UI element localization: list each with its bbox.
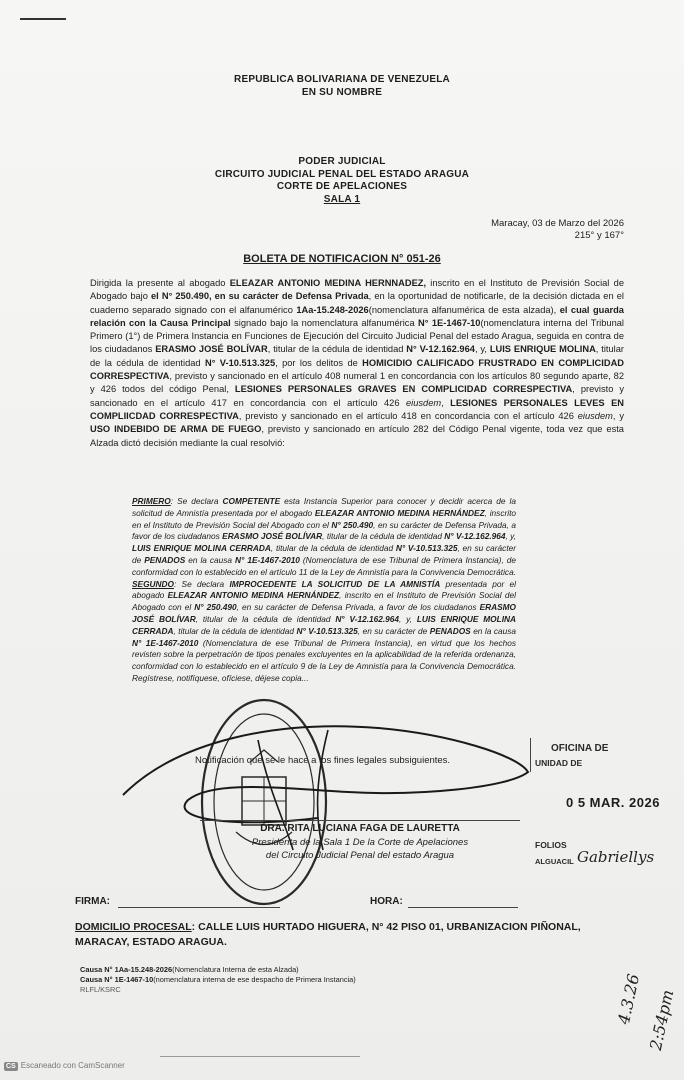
signatory-role-1: Presidenta de la Sala 1 De la Corte de Apelaciones <box>251 837 469 848</box>
header-sala: SALA 1 <box>323 194 361 205</box>
handwritten-date: 4.3.26 <box>614 972 644 1026</box>
folios-label: FOLIOS <box>535 840 567 850</box>
notification-line: Notificación que se le hace a los fines legales subsiguientes. <box>195 755 451 766</box>
footer-causa-1: Causa N° 1Aa-15.248-2026(Nomenclatura Interna de esta Alzada) <box>80 965 299 974</box>
document-title: BOLETA DE NOTIFICACION N° 051-26 <box>243 253 441 265</box>
bottom-rule <box>160 1056 360 1057</box>
camscanner-icon: CS <box>6 1063 16 1070</box>
header-circuito: CIRCUITO JUDICIAL PENAL DEL ESTADO ARAGUA <box>214 169 470 180</box>
header-poder-judicial: PODER JUDICIAL <box>298 156 386 167</box>
firma-label: FIRMA: <box>75 896 110 907</box>
years: 215° y 167° <box>574 230 624 241</box>
stamp-left-rule <box>530 738 531 772</box>
alguacil-label: ALGUACIL <box>535 857 574 866</box>
handwritten-time: 2:54pm <box>646 987 678 1052</box>
place-date: Maracay, 03 de Marzo del 2026 <box>491 218 624 229</box>
hora-line <box>408 907 518 908</box>
resolution-quote: PRIMERO: Se declara COMPETENTE esta Instancia Superior para conocer y decidir acerca de la solicitud de Amnistía presentada por el abogado ELEAZAR ANTONIO MEDINA HERNÁNDEZ, inscrito en el Instituto de Previsión Social del Abogado con el N° 250.490, en su carácter de Defensa Privada, a favor de los ciudadanos ERASMO JOSÉ BOLÍVAR, titular de la cédula de identidad N° V-12.162.964, y, LUIS ENRIQUE MOLINA CERRADA, titular de la cédula de identidad N° V-10.513.325, en su carácter de PENADOS en la causa N° 1E-1467-2010 (Nomenclatura de ese Tribunal de Primera Instancia), de conformidad con lo establecido en el artículo 11 de la Ley de Amnistía para la Convivencia Democrática. SEGUNDO: Se declara IMPROCEDENTE LA SOLICITUD DE LA AMNISTÍA presentada por el abogado ELEAZAR ANTONIO MEDINA HERNÁNDEZ, inscrito en el Instituto de Previsión Social del Abogado con el N° 250.490, en su carácter de Defensa Privada, a favor de los ciudadanos ERASMO JOSÉ BOLÍVAR, titular de la cédula de identidad N° V-12.162.964, y, LUIS ENRIQUE MOLINA CERRADA, titular de la cédula de identidad N° V-10.513.325, en su carácter de PENADOS en la causa N° 1E-1467-2010 (Nomenclatura de ese Tribunal de Primera Instancia), en virtud que los hechos revisten sobre la perpetración de tipos penales excluyentes en la aplicabilidad de la referida ordenanza, conformidad con lo establecido en el artículo 9 de la Ley de Amnistía para la Convivencia Democrática. Regístrese, notifíquese, ofíciese, déjese copia... <box>132 496 517 683</box>
signatory-name: DRA. RITA LUCIANA FAGA DE LAURETTA <box>260 823 460 834</box>
scanner-watermark: CS Escaneado con CamScanner <box>6 1061 125 1070</box>
body-paragraph: Dirigida la presente al abogado ELEAZAR ANTONIO MEDINA HERNNADEZ, inscrito en el Instituto de Previsión Social de Abogado bajo el N° 250.490, en su carácter de Defensa Privada, en la oportunidad de notificarle, de la decisión dictada en el cuaderno separado signado con el alfanumérico 1Aa-15.248-2026(nomenclatura alfanumérica de esta alzada), el cual guarda relación con la Causa Principal signado bajo la nomenclatura alfanumérica N° 1E-1467-10(nomenclatura interna del Tribunal Primero (1°) de Primera Instancia en Funciones de Ejecución del Circuito Judicial Penal del estado Aragua, seguida en contra de los ciudadanos ERASMO JOSÉ BOLÍVAR, titular de la cédula de identidad N° V-12.162.964, y, LUIS ENRIQUE MOLINA, titular de la cédula de identidad N° V-10.513.325, por los delitos de HOMICIDIO CALIFICADO FRUSTRADO EN COMPLICIDAD CORRESPECTIVA, previsto y sancionado en el artículo 408 numeral 1 en concordancia con los artículos 80 segundo aparte, 82 y 426 todos del código Penal, LESIONES PERSONALES GRAVES EN COMPLICIDAD CORRESPECTIVA, previsto y sancionado en el artículo 417 en concordancia con el artículo 426 eiusdem, LESIONES PERSONALES LEVES EN COMPLIICDAD CORRESPECTIVA, previsto y sancionado en el artículo 418 en concordancia con el artículo 426 eiusdem, y USO INDEBIDO DE ARMA DE FUEGO, previsto y sancionado en artículo 282 del Código Penal vigente, toda vez que esta Alzada dictó decisión mediante la cual resolvió: <box>90 278 624 448</box>
signatory-role-2: del Circuito Judicial Penal del estado Aragua <box>265 850 455 861</box>
top-dash-mark <box>20 18 66 20</box>
hora-label: HORA: <box>370 896 403 907</box>
office-label: OFICINA DE <box>551 743 609 754</box>
signature-flourish <box>118 700 538 860</box>
footer-causa-2: Causa N° 1E-1467-10(nomenclatura interna de ese despacho de Primera Instancia) <box>80 975 356 984</box>
header-republic: REPUBLICA BOLIVARIANA DE VENEZUELA <box>234 74 450 85</box>
domicilio-procesal: DOMICILIO PROCESAL: CALLE LUIS HURTADO HIGUERA, N° 42 PISO 01, URBANIZACION PIÑONAL, MARACAY, ESTADO ARAGUA. <box>75 921 581 948</box>
header-corte: CORTE DE APELACIONES <box>276 181 408 192</box>
header-en-su-nombre: EN SU NOMBRE <box>301 87 383 98</box>
footer-initials: RLFL/KSRC <box>80 985 121 994</box>
unit-label: UNIDAD DE <box>535 758 583 768</box>
signature-line <box>200 820 520 821</box>
received-date-stamp: 0 5 MAR. 2026 <box>566 795 660 810</box>
alguacil-signature: Gabriellys <box>577 848 655 866</box>
firma-line <box>118 907 280 908</box>
